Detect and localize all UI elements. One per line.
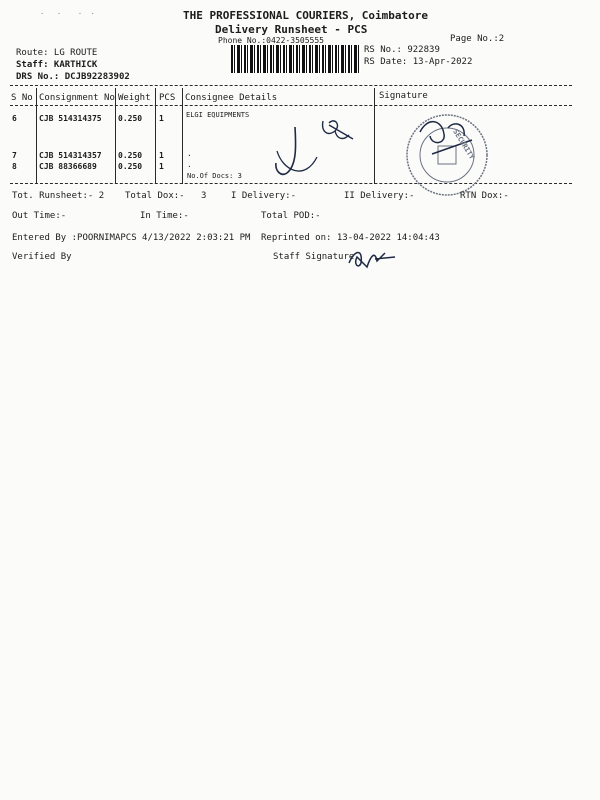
table-top-rule bbox=[10, 85, 572, 86]
column-divider bbox=[155, 88, 156, 184]
staff-name: Staff: KARTHICK bbox=[16, 60, 98, 70]
phone-number: Phone No.:0422-3505555 bbox=[218, 36, 324, 45]
row-consignee: ELGI EQUIPMENTS bbox=[186, 111, 250, 119]
entered-by: Entered By :POORNIMAPCS 4/13/2022 2:03:21 PM bbox=[12, 233, 251, 243]
first-delivery: I Delivery:- bbox=[231, 191, 297, 201]
row-sno: 7 bbox=[12, 151, 17, 160]
row-weight: 0.250 bbox=[118, 114, 143, 123]
route: Route: LG ROUTE bbox=[16, 48, 98, 58]
col-header-signature: Signature bbox=[379, 91, 428, 101]
rs-date: RS Date: 13-Apr-2022 bbox=[364, 57, 473, 67]
staff-signature-scribble bbox=[345, 245, 405, 271]
row-consignee: . bbox=[187, 149, 192, 158]
row-consignee: . bbox=[187, 160, 192, 169]
scan-speck: · · · · bbox=[40, 10, 95, 18]
col-header-sno: S No bbox=[11, 93, 33, 103]
column-divider bbox=[115, 88, 116, 184]
col-header-weight: Weight bbox=[118, 93, 151, 103]
in-time: In Time:- bbox=[140, 211, 189, 221]
total-dox-value: 3 bbox=[201, 191, 207, 201]
no-of-docs: No.Of Docs: 3 bbox=[187, 172, 242, 180]
out-time: Out Time:- bbox=[12, 211, 67, 221]
row-sno: 6 bbox=[12, 114, 17, 123]
row-consignment: CJB 88366689 bbox=[39, 162, 97, 171]
company-name: THE PROFESSIONAL COURIERS, Coimbatore bbox=[183, 9, 429, 22]
row-pcs: 1 bbox=[159, 151, 164, 160]
verified-by: Verified By bbox=[12, 252, 72, 262]
receiver-signature bbox=[265, 115, 375, 185]
row-weight: 0.250 bbox=[118, 162, 143, 171]
total-dox-label: Total Dox:- bbox=[125, 191, 185, 201]
col-header-pcs: PCS bbox=[159, 93, 176, 103]
reprinted-on: Reprinted on: 13-04-2022 14:04:43 bbox=[261, 233, 440, 243]
security-stamp bbox=[402, 110, 494, 202]
column-divider bbox=[36, 88, 37, 184]
staff-signature-label: Staff Signature bbox=[273, 252, 355, 262]
row-consignment: CJB 514314357 bbox=[39, 151, 102, 160]
row-sno: 8 bbox=[12, 162, 17, 171]
row-weight: 0.250 bbox=[118, 151, 143, 160]
row-pcs: 1 bbox=[159, 162, 164, 171]
col-header-consignee: Consignee Details bbox=[185, 93, 278, 103]
rs-number: RS No.: 922839 bbox=[364, 45, 440, 55]
drs-number: DRS No.: DCJB92283902 bbox=[16, 72, 130, 82]
second-delivery: II Delivery:- bbox=[344, 191, 415, 201]
table-header-rule bbox=[10, 105, 572, 106]
column-divider bbox=[182, 88, 183, 184]
total-pod: Total POD:- bbox=[261, 211, 321, 221]
barcode bbox=[231, 45, 361, 73]
total-runsheet: Tot. Runsheet:- 2 bbox=[12, 191, 105, 201]
stamp-text: SECURITY bbox=[451, 128, 476, 161]
row-consignment: CJB 514314375 bbox=[39, 114, 102, 123]
document-title: Delivery Runsheet - PCS bbox=[215, 23, 368, 36]
page-number: Page No.:2 bbox=[450, 34, 505, 44]
col-header-consignment: Consignment No bbox=[39, 93, 115, 103]
return-dox: RTN Dox:- bbox=[460, 191, 509, 201]
row-pcs: 1 bbox=[159, 114, 164, 123]
